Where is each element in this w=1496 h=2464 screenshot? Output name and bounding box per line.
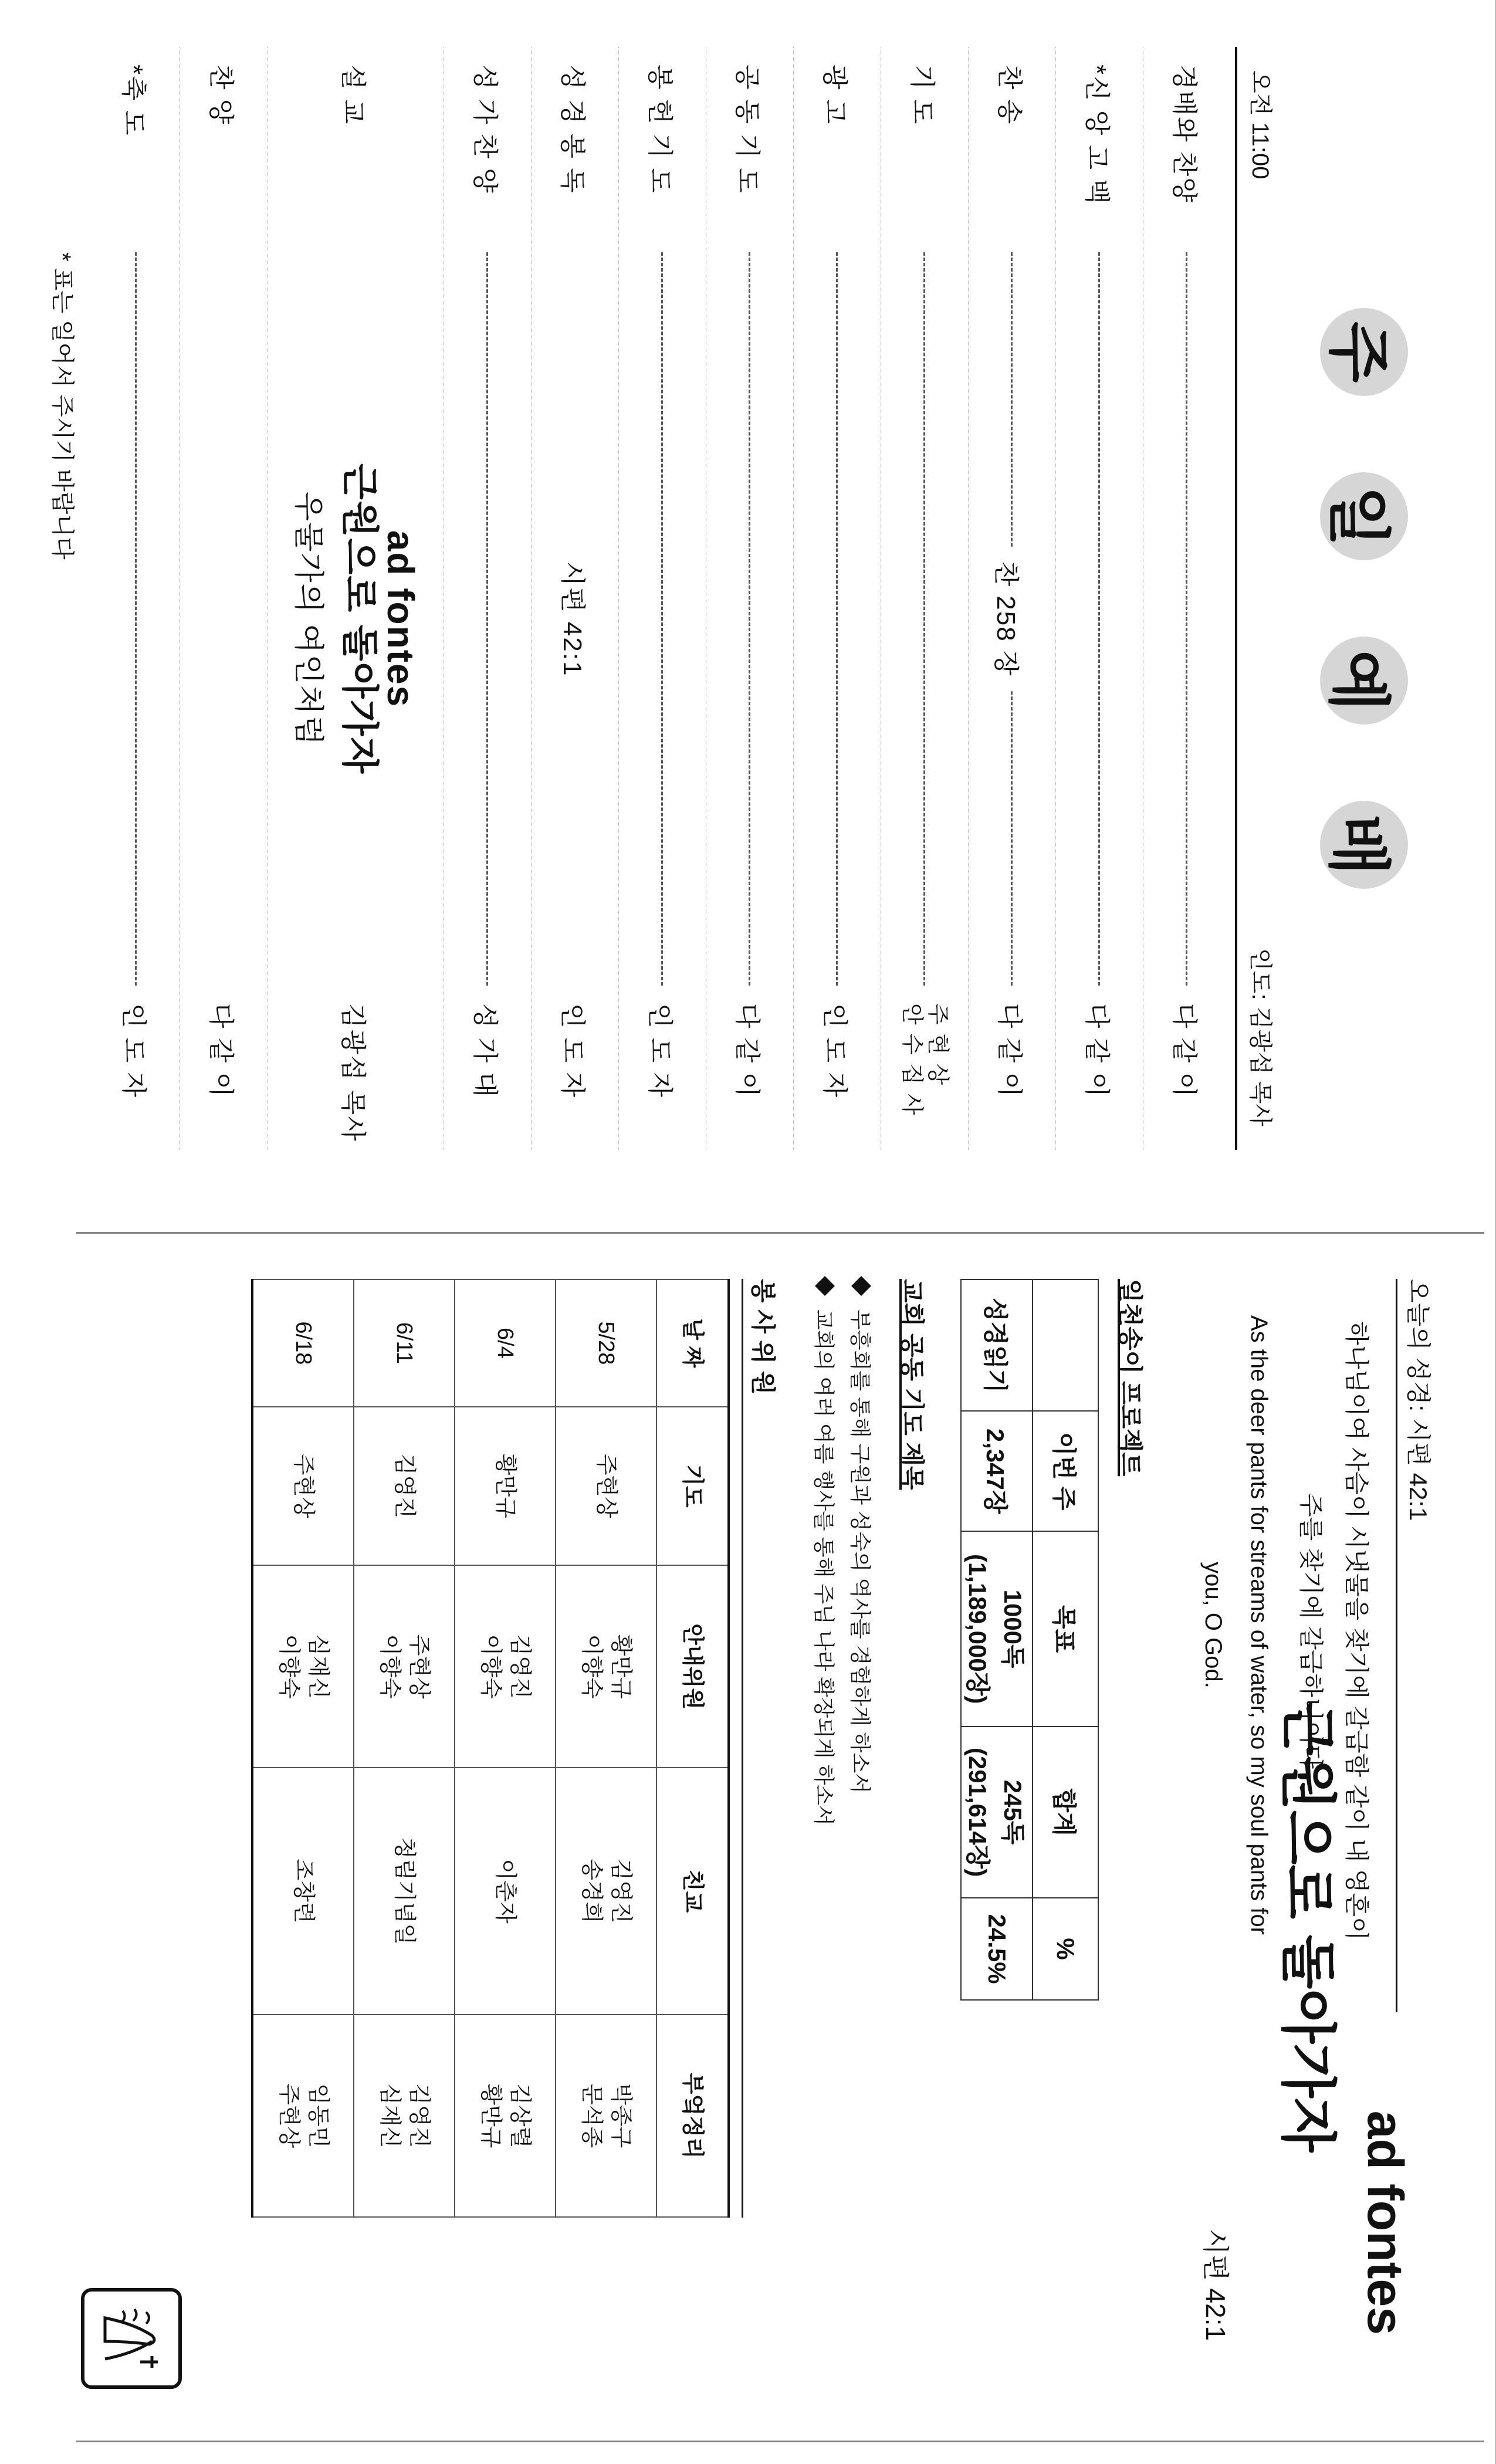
heart-icon bbox=[815, 1276, 835, 1296]
cover-title-en: ad fontes bbox=[1357, 2110, 1413, 2335]
preacher: 김광섭 목사 bbox=[339, 1003, 367, 1142]
order-person: 다 같 이 bbox=[207, 1003, 235, 1098]
scripture-line: 주를 찾기에 갈급하니이다 bbox=[1297, 1493, 1325, 1769]
order-person: 다 같 이 bbox=[1082, 1003, 1111, 1098]
total-count: 245독 bbox=[999, 1779, 1027, 1845]
table-header bbox=[1033, 1280, 1098, 1411]
order-item: *축 도 bbox=[119, 65, 148, 137]
table-header: 기도 bbox=[656, 1407, 729, 1565]
page-edge-line bbox=[76, 2441, 1484, 2442]
table-cell: 주현상 bbox=[252, 1407, 354, 1565]
order-person: 성 가 대 bbox=[471, 1003, 499, 1098]
table-cell: 24.5% bbox=[961, 1898, 1033, 2000]
hymn-number: 찬 258 장 bbox=[990, 547, 1028, 691]
standing-note: * 표는 일어서 주시기 바랍니다 bbox=[49, 252, 75, 560]
fold-line bbox=[76, 1232, 1484, 1234]
table-header: 친교 bbox=[656, 1768, 729, 2014]
order-row bbox=[706, 47, 793, 1150]
order-item: 기 도 bbox=[908, 65, 936, 126]
project-heading: 일천송이 프로젝트 bbox=[1116, 1279, 1144, 1477]
order-row bbox=[1143, 47, 1230, 1150]
order-person: 다 같 이 bbox=[733, 1003, 761, 1098]
sermon-row bbox=[267, 47, 444, 1150]
table-cell: 김상렬 황만규 bbox=[455, 2015, 556, 2217]
order-person: 인 도 자 bbox=[645, 1003, 674, 1098]
goal-count: 1000독 bbox=[999, 1589, 1027, 1668]
order-item: 경배와 찬양 bbox=[1170, 65, 1199, 204]
table-cell: 성경읽기 bbox=[961, 1280, 1033, 1411]
worship-meta bbox=[1235, 47, 1279, 1150]
service-heading: 봉 사 위 원 bbox=[742, 1279, 782, 2218]
heart-icon bbox=[851, 1276, 871, 1296]
table-cell: 김영진 심재신 bbox=[354, 2015, 455, 2217]
title-char: 예 bbox=[1320, 637, 1408, 725]
order-person: 다 같 이 bbox=[1170, 1003, 1199, 1098]
cover-reference: 시편 42:1 bbox=[1200, 2228, 1231, 2341]
order-item: 공 동 기 도 bbox=[733, 65, 761, 194]
table-cell: 황만규 이향숙 bbox=[556, 1565, 656, 1768]
cover-title bbox=[1198, 1701, 1414, 2405]
scripture-line: As the deer pants for streams of water, so my soul pants for bbox=[1246, 1315, 1272, 1935]
order-person: 인 도 자 bbox=[119, 1003, 148, 1098]
sermon-block bbox=[290, 246, 422, 991]
prayer-item: 부흥회를 통해 구원과 성숙의 역사를 경험하게 하소서 bbox=[842, 1279, 878, 2364]
dash-leader bbox=[487, 252, 489, 986]
table-cell: 심재신 이향숙 bbox=[252, 1565, 354, 1768]
table-cell: 임동민 주현상 bbox=[252, 2015, 354, 2217]
scripture-line: 하나님이여 사슴이 시냇물을 찾기에 갈급함 같이 내 영혼이 bbox=[1343, 1321, 1370, 1941]
table-header: 날 짜 bbox=[656, 1280, 729, 1407]
sermon-subtitle: 우물가의 여인처럼 bbox=[291, 491, 326, 747]
order-item: 성 가 찬 양 bbox=[471, 65, 499, 194]
order-row bbox=[444, 47, 531, 1150]
worship-title bbox=[1279, 47, 1449, 1150]
table-cell: 2,347장 bbox=[961, 1411, 1033, 1531]
order-item: 봉 헌 기 도 bbox=[645, 65, 674, 194]
order-row bbox=[180, 47, 267, 1150]
order-item: 광 고 bbox=[820, 65, 849, 126]
table-cell: 김영진 송경희 bbox=[556, 1768, 656, 2014]
dash-leader bbox=[1099, 252, 1101, 986]
worship-order-panel bbox=[47, 47, 1449, 1150]
table-cell: 6/11 bbox=[354, 1280, 455, 1407]
sermon-title-en: ad fontes bbox=[380, 530, 422, 708]
table-header: 안내위원 bbox=[656, 1565, 729, 1768]
table-cell: 주현상 bbox=[556, 1407, 656, 1565]
dash-leader bbox=[991, 252, 1021, 986]
prayer-item: 교회의 여러 여름 행사를 통해 주님 나라 확장되게 하소서 bbox=[805, 1279, 842, 2364]
table-cell: 이춘자 bbox=[455, 1768, 556, 2014]
order-row bbox=[618, 47, 706, 1150]
table-header: % bbox=[1033, 1898, 1098, 2000]
order-row bbox=[793, 47, 881, 1150]
table-header: 합계 bbox=[1033, 1727, 1098, 1898]
scripture-line: you, O God. bbox=[1200, 1562, 1226, 1688]
table-cell: 김영진 이향숙 bbox=[455, 1565, 556, 1768]
order-row bbox=[93, 47, 180, 1150]
order-list bbox=[93, 47, 1230, 1150]
service-time: 오전 11:00 bbox=[1247, 70, 1273, 180]
scripture-ref: 시편 42:1 bbox=[558, 561, 587, 677]
dash-leader bbox=[1186, 252, 1188, 986]
order-item: *신 앙 고 백 bbox=[1082, 65, 1111, 205]
cover-panel bbox=[29, 1678, 1496, 2441]
dash-leader bbox=[924, 252, 926, 986]
order-row bbox=[881, 47, 968, 1150]
table-cell: 황만규 bbox=[455, 1407, 556, 1565]
order-item: 찬 양 bbox=[207, 65, 235, 126]
table-cell: 박종구 문석종 bbox=[556, 2015, 656, 2217]
order-item: 설 교 bbox=[339, 65, 367, 126]
table-cell: 5/28 bbox=[556, 1280, 656, 1407]
title-char: 일 bbox=[1320, 472, 1408, 560]
dash-leader bbox=[749, 252, 751, 986]
praying-hands-icon bbox=[93, 2300, 170, 2377]
title-char: 배 bbox=[1320, 801, 1408, 889]
order-row bbox=[531, 47, 618, 1150]
sermon-title-ko: 근원으로 돌아가자 bbox=[339, 463, 381, 775]
table-cell: 조창련 bbox=[252, 1768, 354, 2014]
table-header: 이번 주 bbox=[1033, 1411, 1098, 1531]
goal-chapters: (1,189,000장) bbox=[964, 1553, 991, 1704]
order-person: 다 같 이 bbox=[995, 1003, 1024, 1098]
order-person: 인 도 자 bbox=[558, 1003, 587, 1098]
order-row bbox=[968, 47, 1055, 1150]
scripture-heading: 오늘의 성경: 시편 42:1 bbox=[1396, 1279, 1437, 2012]
order-person: 주 현 상 안 수 집 사 bbox=[899, 1003, 950, 1116]
order-item: 찬 송 bbox=[995, 65, 1024, 126]
table-cell: 6/18 bbox=[252, 1280, 354, 1407]
order-item: 성 경 봉 독 bbox=[558, 65, 587, 194]
table-header: 목표 bbox=[1033, 1531, 1098, 1727]
total-chapters: (291,614장) bbox=[964, 1747, 991, 1877]
dash-leader bbox=[837, 252, 838, 986]
praying-hands-logo bbox=[81, 2288, 182, 2389]
title-char: 주 bbox=[1320, 308, 1408, 396]
cover-title-ko: 근원으로 돌아가자 bbox=[1276, 1701, 1339, 2152]
service-leader: 인도: 김광섭 목사 bbox=[1247, 948, 1273, 1126]
table-cell: 김영진 bbox=[354, 1407, 455, 1565]
table-cell: 청림기념일 bbox=[354, 1768, 455, 2014]
order-row bbox=[1055, 47, 1143, 1150]
prayer-heading: 교회 공동 기도 제목 bbox=[898, 1279, 926, 1490]
table-cell: 6/4 bbox=[455, 1280, 556, 1407]
dash-leader bbox=[136, 252, 137, 986]
table-header: 부엌정리 bbox=[656, 2015, 729, 2217]
dash-leader bbox=[662, 252, 664, 986]
table-cell: 주현상 이향숙 bbox=[354, 1565, 455, 1768]
order-person: 인 도 자 bbox=[820, 1003, 849, 1098]
